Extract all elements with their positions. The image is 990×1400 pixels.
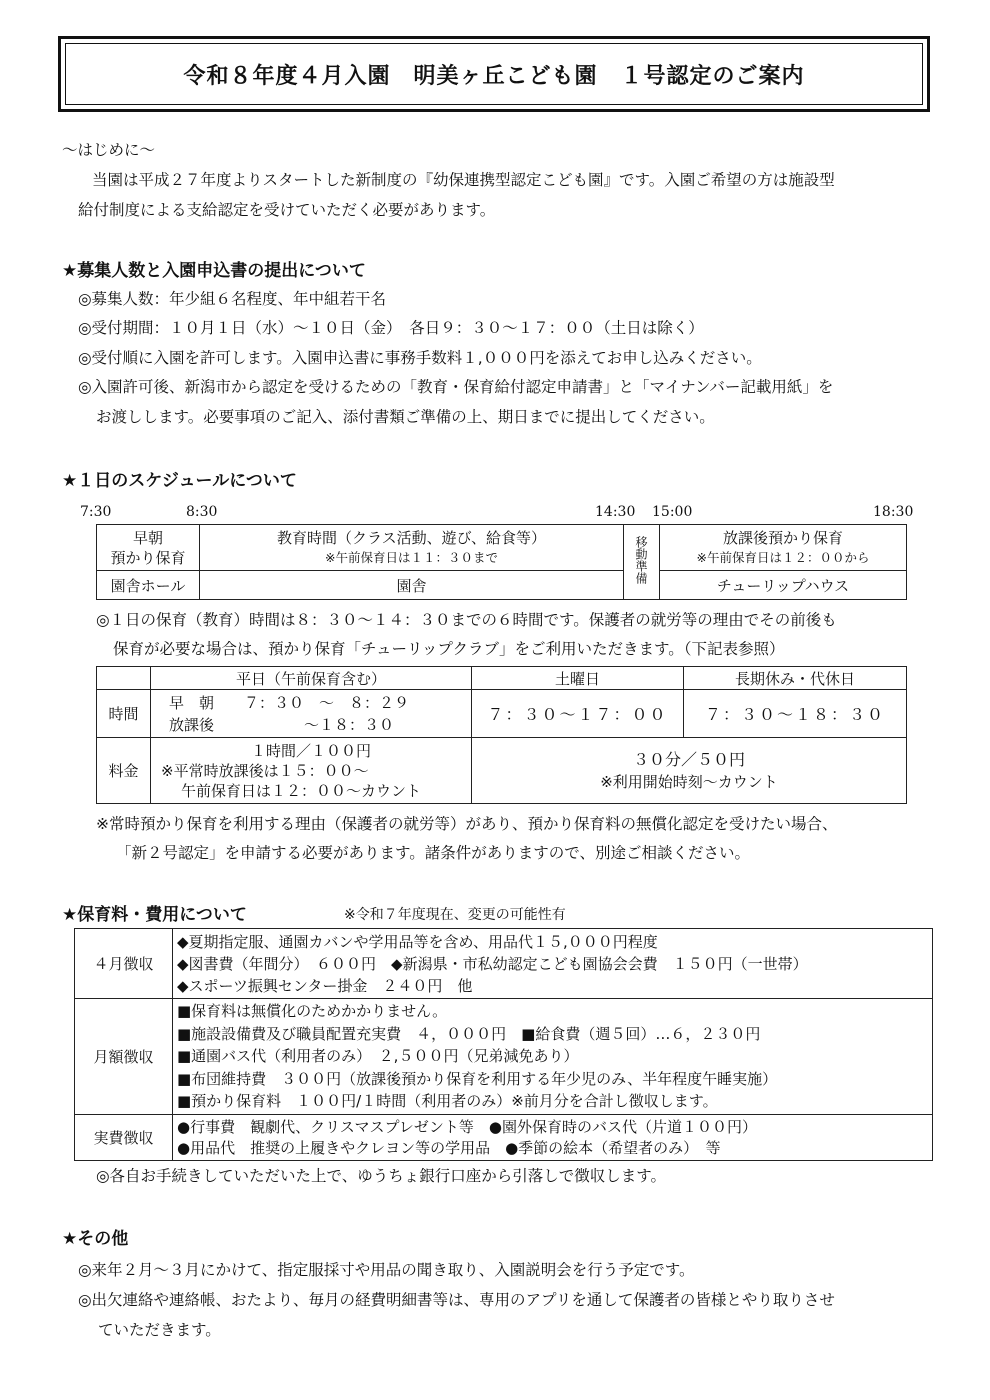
move-cell <box>624 525 660 600</box>
cost-line: ■保育料は無償化のためかかりません。 <box>177 1002 448 1021</box>
time-label: 15:00 <box>652 504 693 520</box>
fee-row-label: 料金 <box>97 738 151 804</box>
after-label: 放課後預かり保育 <box>722 528 843 547</box>
blank-header-cell <box>97 667 151 690</box>
intro-line-2: 給付制度による支給認定を受けていただく必要があります。 <box>78 201 496 219</box>
recruit-item: ◎募集人数：年少組６名程度、年中組若干名 <box>78 290 387 308</box>
other-fee-1: ３０分／５０円 <box>632 749 745 769</box>
header-holiday: 長期休み・代休日 <box>684 667 907 690</box>
cost-line: ●行事費 観劇代、クリスマスプレゼント等 ●園外保育時のバス代（片道１００円） <box>177 1117 757 1136</box>
page-title: 令和８年度４月入園 明美ヶ丘こども園 １号認定のご案内 <box>183 63 805 89</box>
recruit-item: ◎受付順に入園を許可します。入園申込書に事務手数料１,０００円を添えてお申し込みください。 <box>78 349 762 367</box>
move-label: 移動準備 <box>634 536 648 584</box>
time-label: 8:30 <box>186 504 218 520</box>
header-saturday: 土曜日 <box>472 667 684 690</box>
weekday-fee-3: 午前保育日は１２：００～カウント <box>181 781 422 800</box>
cost-line: ◆スポーツ振興センター掛金 ２４０円 他 <box>177 976 473 995</box>
costs-table <box>74 928 933 1161</box>
fee-table <box>96 666 907 804</box>
weekday-fee-1: １時間／１００円 <box>250 741 371 760</box>
other-line-1: ◎来年２月～３月にかけて、指定服採寸や用品の聞き取り、入園説明会を行う予定です。 <box>78 1261 695 1279</box>
cost-row-label: ４月徴収 <box>75 929 173 999</box>
after-cell <box>660 525 907 571</box>
recruit-item: ◎受付期間：１０月１日（水）～１０日（金） 各日９：３０～１７：００（土日は除く） <box>78 319 704 337</box>
time-row-label: 時間 <box>97 690 151 738</box>
cost-row-label: 月額徴収 <box>75 999 173 1115</box>
cost-line: ●用品代 推奨の上履きやクレヨン等の学用品 ●季節の絵本（希望者のみ） 等 <box>177 1138 721 1157</box>
title-box <box>58 36 930 112</box>
cost-line: ■通園バス代（利用者のみ） ２,５００円（兄弟減免あり） <box>177 1047 579 1066</box>
edu-note: ※午前保育日は１１：３０まで <box>325 549 498 565</box>
intro-line-1: 当園は平成２７年度よりスタートした新制度の『幼保連携型認定こども園』です。入園ご希望の方は施設型 <box>92 171 835 189</box>
edu-cell <box>200 525 624 571</box>
cost-line: ■施設設備費及び職員配置充実費 ４，０００円 ■給食費（週５回）…６，２３０円 <box>177 1024 761 1043</box>
fee-note-2: 「新２号認定」を申請する必要があります。諸条件がありますので、別途ご相談ください。 <box>116 844 750 862</box>
schedule-note-2: 保育が必要な場合は、預かり保育「チューリップクラブ」をご利用いただきます。（下記表参照） <box>113 640 785 658</box>
time-label: 14:30 <box>595 504 636 520</box>
cost-line: ■布団維持費 ３００円（放課後預かり保育を利用する年少児のみ、半年程度午睡実施） <box>177 1069 778 1088</box>
cost-line: ◆図書費（年間分） ６００円 ◆新潟県・市私幼認定こども園協会会費 １５０円（一世帯） <box>177 954 808 973</box>
costs-heading: ★保育料・費用について <box>62 905 247 925</box>
weekday-fee-cell <box>151 738 472 804</box>
costs-heading-note: ※令和７年度現在、変更の可能性有 <box>344 907 566 923</box>
building-cell: 園舎 <box>200 571 624 600</box>
recruit-item: ◎入園許可後、新潟市から認定を受けるための「教育・保育給付認定申請書」と「マイナンバー記載用紙」を <box>78 378 834 396</box>
title-inner <box>65 43 923 105</box>
holiday-time-cell: ７：３０～１８：３０ <box>684 690 907 738</box>
cost-row-lines <box>173 929 933 999</box>
cost-line: ■預かり保育料 １００円/１時間（利用者のみ）※前月分を合計し徴収します。 <box>177 1092 718 1111</box>
schedule-heading: ★１日のスケジュールについて <box>62 471 297 491</box>
other-heading: ★その他 <box>62 1229 129 1249</box>
early-label-2: 預かり保育 <box>110 548 186 567</box>
weekday-time-cell <box>151 690 472 738</box>
cost-row-lines <box>173 1115 933 1161</box>
schedule-table <box>96 524 907 600</box>
cost-row-lines <box>173 999 933 1115</box>
other-fee-2: ※利用開始時刻～カウント <box>600 772 778 791</box>
after-note: ※午前保育日は１２：００から <box>696 549 870 565</box>
weekday-fee-2: ※平常時放課後は１５：００～ <box>161 761 369 780</box>
intro-heading: ～はじめに～ <box>62 141 156 159</box>
header-weekday: 平日（午前保育含む） <box>151 667 472 690</box>
tulip-house-cell: チューリップハウス <box>660 571 907 600</box>
early-cell <box>97 525 200 571</box>
weekday-time-after: 放課後 ～１８：３０ <box>169 715 395 734</box>
schedule-note-1: ◎１日の保育（教育）時間は８：３０～１４：３０までの６時間です。保護者の就労等の理由でその前後も <box>96 611 837 629</box>
costs-note: ◎各自お手続きしていただいた上で、ゆうちょ銀行口座から引落しで徴収します。 <box>96 1167 666 1185</box>
early-label-1: 早朝 <box>132 528 163 547</box>
cost-line: ◆夏期指定服、通園カバンや学用品等を含め、用品代１５,０００円程度 <box>177 932 658 951</box>
weekday-time-early: 早 朝 ７：３０ ～ ８：２９ <box>169 693 410 712</box>
edu-label: 教育時間（クラス活動、遊び、給食等） <box>277 528 546 547</box>
time-label: 18:30 <box>873 504 914 520</box>
cost-row-label: 実費徴収 <box>75 1115 173 1161</box>
other-line-3: ていただきます。 <box>98 1321 221 1339</box>
recruit-item: お渡しします。必要事項のご記入、添付書類ご準備の上、期日までに提出してください。 <box>96 408 715 426</box>
other-line-2: ◎出欠連絡や連絡帳、おたより、毎月の経費明細書等は、専用のアプリを通して保護者の皆様とやり取りさせ <box>78 1291 835 1309</box>
fee-note-1: ※常時預かり保育を利用する理由（保護者の就労等）があり、預かり保育料の無償化認定を受けたい場合、 <box>96 815 838 833</box>
hall-cell: 園舎ホール <box>97 571 200 600</box>
saturday-time-cell: ７：３０～１７：００ <box>472 690 684 738</box>
time-label: 7:30 <box>80 504 112 520</box>
other-fee-cell <box>472 738 907 804</box>
recruit-heading: ★募集人数と入園申込書の提出について <box>62 261 366 281</box>
